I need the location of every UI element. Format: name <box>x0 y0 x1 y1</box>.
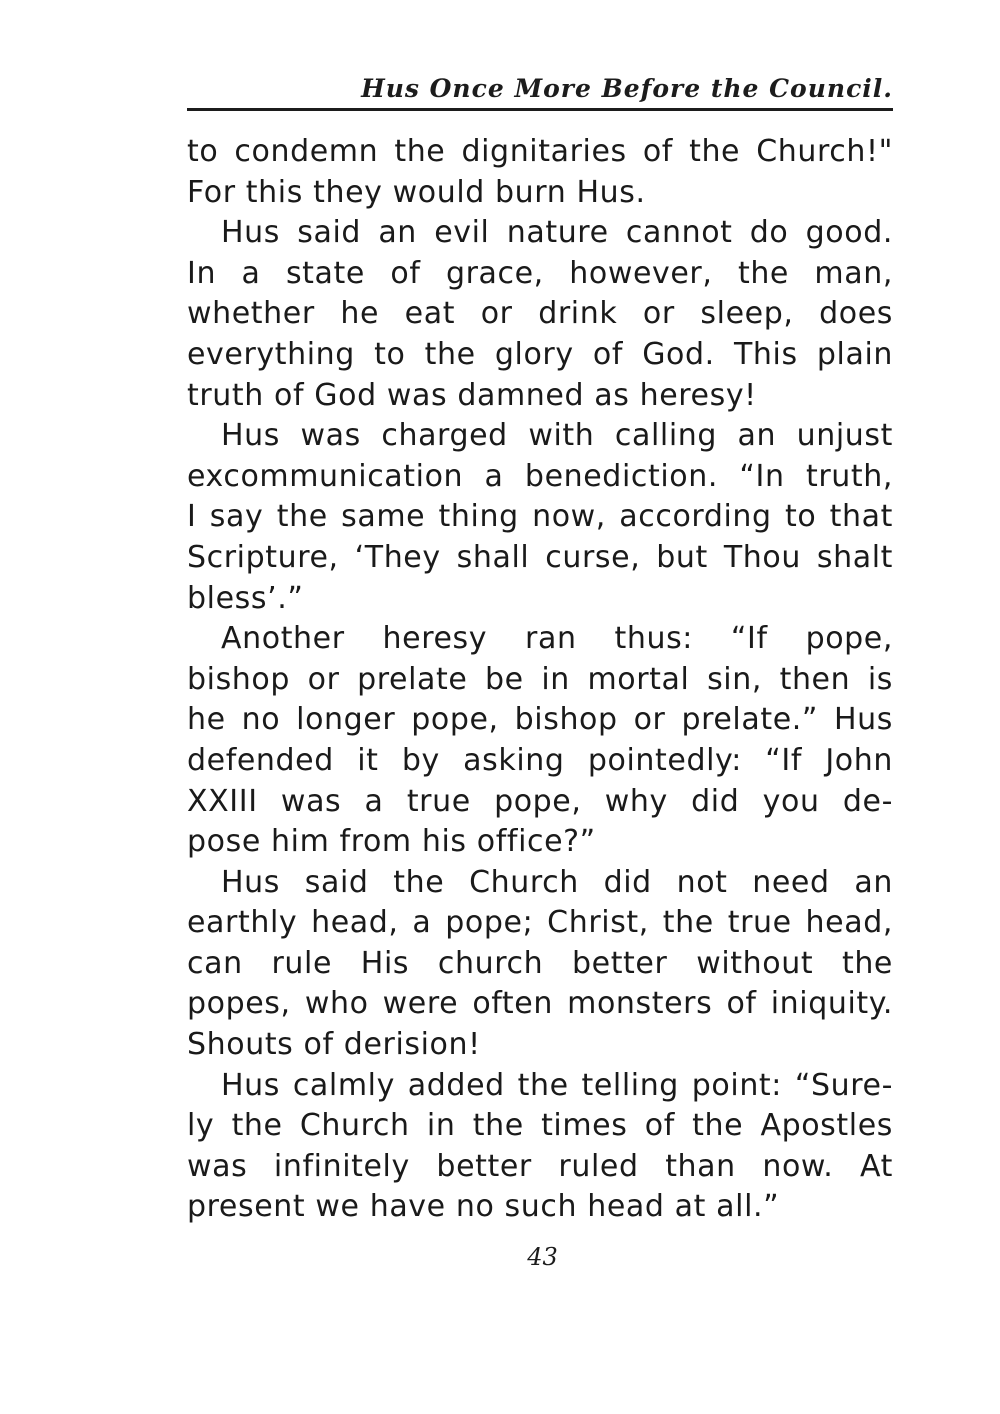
text-line: popes, who were often monsters of iniquity. <box>187 986 893 1022</box>
text-line: Hus said an evil nature cannot do good. <box>221 215 893 251</box>
text-line: Another heresy ran thus: “If pope, <box>221 621 893 657</box>
text-line: defended it by asking pointedly: “If John <box>187 742 893 778</box>
text-line: Scripture, ‘They shall curse, but Thou shalt <box>187 539 893 575</box>
text-line: excommunication a benediction. “In truth, <box>187 458 893 494</box>
text-line: Shouts of derision! <box>187 1027 481 1063</box>
body-text <box>187 132 893 1228</box>
text-line: he no longer pope, bishop or prelate.” Hus <box>187 702 893 738</box>
text-line: For this they would burn Hus. <box>187 174 646 210</box>
text-line: present we have no such head at all.” <box>187 1189 780 1225</box>
text-line: truth of God was damned as heresy! <box>187 377 757 413</box>
text-line: bishop or prelate be in mortal sin, then is <box>187 661 893 697</box>
header-rule <box>187 108 893 111</box>
text-line: Hus said the Church did not need an <box>221 864 893 900</box>
page-number: 43 <box>527 1243 558 1271</box>
text-line: XXIII was a true pope, why did you de- <box>187 783 893 819</box>
text-line: pose him from his office?” <box>187 824 596 860</box>
text-line: ly the Church in the times of the Apostles <box>187 1108 893 1144</box>
text-line: bless’.” <box>187 580 304 616</box>
text-line: everything to the glory of God. This plain <box>187 336 893 372</box>
text-line: I say the same thing now, according to that <box>187 499 893 535</box>
text-line: whether he eat or drink or sleep, does <box>187 296 893 332</box>
text-line: can rule His church better without the <box>187 945 893 981</box>
text-line: to condemn the dignitaries of the Church!" <box>187 134 893 169</box>
text-line: was infinitely better ruled than now. At <box>187 1148 893 1184</box>
text-line: Hus calmly added the telling point: “Sure- <box>221 1067 893 1103</box>
running-head-title: Hus Once More Before the Council. <box>361 74 893 103</box>
text-line: earthly head, a pope; Christ, the true head, <box>187 905 893 941</box>
text-line: Hus was charged with calling an unjust <box>221 418 893 454</box>
text-line: In a state of grace, however, the man, <box>187 255 893 291</box>
